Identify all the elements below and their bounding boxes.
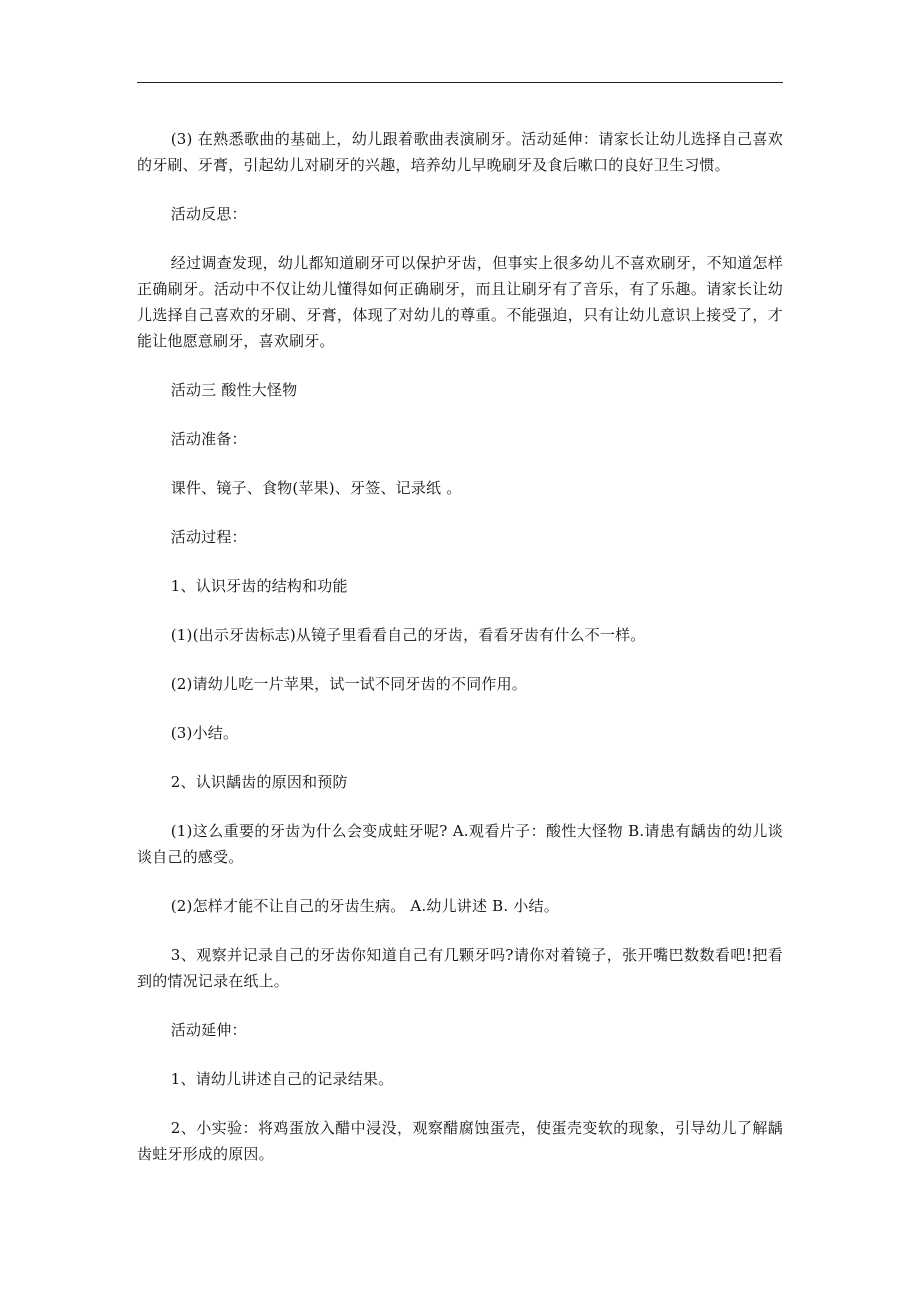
paragraph-process-1-2: (2)请幼儿吃一片苹果，试一试不同牙齿的不同作用。 xyxy=(170,675,527,693)
paragraph-process-1-3: (3)小结。 xyxy=(170,724,239,742)
heading-activity-three: 活动三 酸性大怪物 xyxy=(170,381,298,399)
paragraph-extension-2: 2、小实验：将鸡蛋放入醋中浸没，观察醋腐蚀蛋壳，使蛋壳变软的现象，引导幼儿了解龋齿蛀牙形成的原因。 xyxy=(137,1119,783,1163)
heading-activity-reflection: 活动反思： xyxy=(170,205,247,223)
paragraph-process-2: 2、认识龋齿的原因和预防 xyxy=(170,773,348,791)
paragraph-reflection: 经过调查发现，幼儿都知道刷牙可以保护牙齿，但事实上很多幼儿不喜欢刷牙，不知道怎样正确刷牙。活动中不仅让幼儿懂得如何正确刷牙，而且让刷牙有了音乐，有了乐趣。请家长让幼儿选择自己喜欢的牙刷、牙膏，体现了对幼儿的尊重。不能强迫，只有让幼儿意识上接受了，才能让他愿意刷牙，喜欢刷牙。 xyxy=(137,254,783,350)
header-rule xyxy=(137,82,783,83)
paragraph-activity-step-3: (3) 在熟悉歌曲的基础上，幼儿跟着歌曲表演刷牙。活动延伸：请家长让幼儿选择自己喜欢的牙刷、牙膏，引起幼儿对刷牙的兴趣，培养幼儿早晚刷牙及食后嗽口的良好卫生习惯。 xyxy=(137,130,783,174)
paragraph-extension-1: 1、请幼儿讲述自己的记录结果。 xyxy=(170,1070,394,1088)
paragraph-process-2-2: (2)怎样才能不让自己的牙齿生病。 A.幼儿讲述 B. 小结。 xyxy=(170,897,559,915)
heading-activity-process: 活动过程： xyxy=(170,528,247,546)
paragraph-process-1-1: (1)(出示牙齿标志)从镜子里看看自己的牙齿，看看牙齿有什么不一样。 xyxy=(170,626,646,644)
paragraph-process-1: 1、认识牙齿的结构和功能 xyxy=(170,577,348,595)
heading-activity-preparation: 活动准备： xyxy=(170,430,247,448)
paragraph-process-2-1: (1)这么重要的牙齿为什么会变成蛀牙呢? A.观看片子：酸性大怪物 B.请患有龋齿的幼儿谈谈自己的感受。 xyxy=(137,822,783,866)
paragraph-materials: 课件、镜子、食物(苹果)、牙签、记录纸 。 xyxy=(170,479,462,497)
paragraph-process-3: 3、观察并记录自己的牙齿你知道自己有几颗牙吗?请你对着镜子，张开嘴巴数数看吧!把看到的情况记录在纸上。 xyxy=(137,946,783,990)
heading-activity-extension: 活动延伸： xyxy=(170,1021,247,1039)
document-body xyxy=(137,126,783,1190)
